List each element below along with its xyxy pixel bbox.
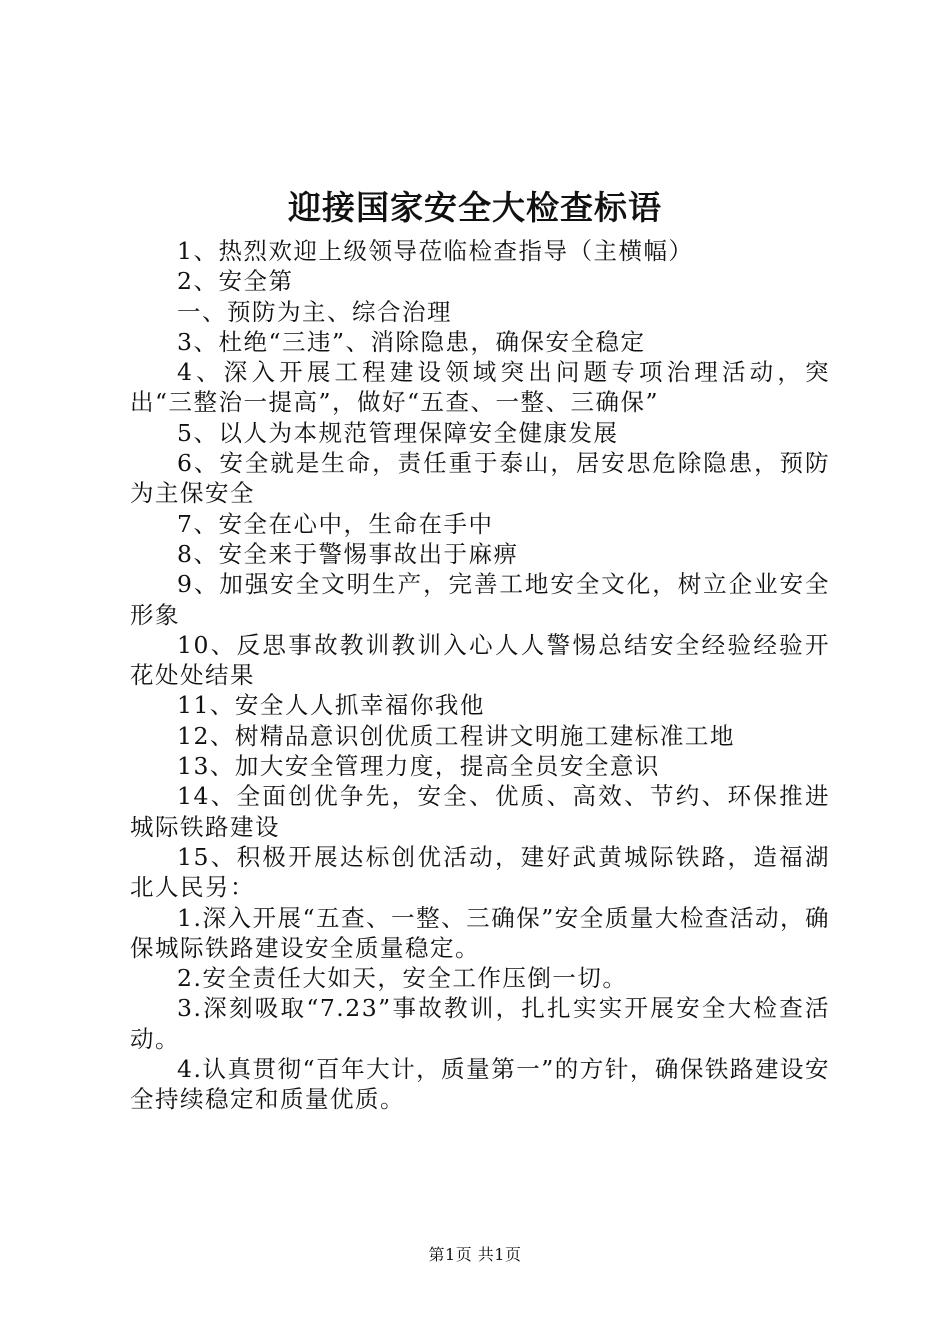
paragraph: 3、杜绝“三违”、消除隐患，确保安全稳定 <box>177 327 646 356</box>
paragraph: 15、积极开展达标创优活动，建好武黄城际铁路，造福湖北人民另： <box>130 842 830 902</box>
paragraph: 12、树精品意识创优质工程讲文明施工建标准工地 <box>177 721 735 750</box>
paragraph: 一、预防为主、综合治理 <box>177 297 452 326</box>
paragraph: 3.深刻吸取“7.23”事故教训，扎扎实实开展安全大检查活动。 <box>130 994 830 1053</box>
paragraph: 2、安全第 <box>177 267 294 296</box>
paragraph: 2.安全责任大如天，安全工作压倒一切。 <box>177 964 628 993</box>
paragraph: 7、安全在心中，生命在手中 <box>177 509 494 538</box>
paragraph: 10、反思事故教训教训入心人人警惕总结安全经验经验开花处处结果 <box>130 630 830 690</box>
paragraph: 1、热烈欢迎上级领导莅临检查指导（主横幅） <box>177 237 694 265</box>
paragraph: 13、加大安全管理力度，提高全员安全意识 <box>177 752 660 781</box>
paragraph: 6、安全就是生命，责任重于泰山，居安思危除隐患，预防为主保安全 <box>130 449 830 508</box>
document-body <box>130 236 830 1115</box>
paragraph: 5、以人为本规范管理保障安全健康发展 <box>177 418 619 447</box>
paragraph: 1.深入开展“五查、一整、三确保”安全质量大检查活动，确保城际铁路建设安全质量稳定。 <box>130 903 830 962</box>
paragraph: 14、全面创优争先，安全、优质、高效、节约、环保推进城际铁路建设 <box>130 782 830 841</box>
paragraph: 9、加强安全文明生产，完善工地安全文化，树立企业安全形象 <box>130 570 830 629</box>
paragraph: 8、安全来于警惕事故出于麻痹 <box>177 539 519 568</box>
paragraph: 11、安全人人抓幸福你我他 <box>177 691 485 720</box>
paragraph: 4.认真贯彻“百年大计，质量第一”的方针，确保铁路建设安全持续稳定和质量优质。 <box>130 1055 830 1114</box>
paragraph: 4、深入开展工程建设领域突出问题专项治理活动，突出“三整治一提高”，做好“五查、一整、三确保” <box>130 358 830 417</box>
document-title: 迎接国家安全大检查标语 <box>288 188 662 227</box>
page-number-footer: 第1页 共1页 <box>428 1245 522 1264</box>
